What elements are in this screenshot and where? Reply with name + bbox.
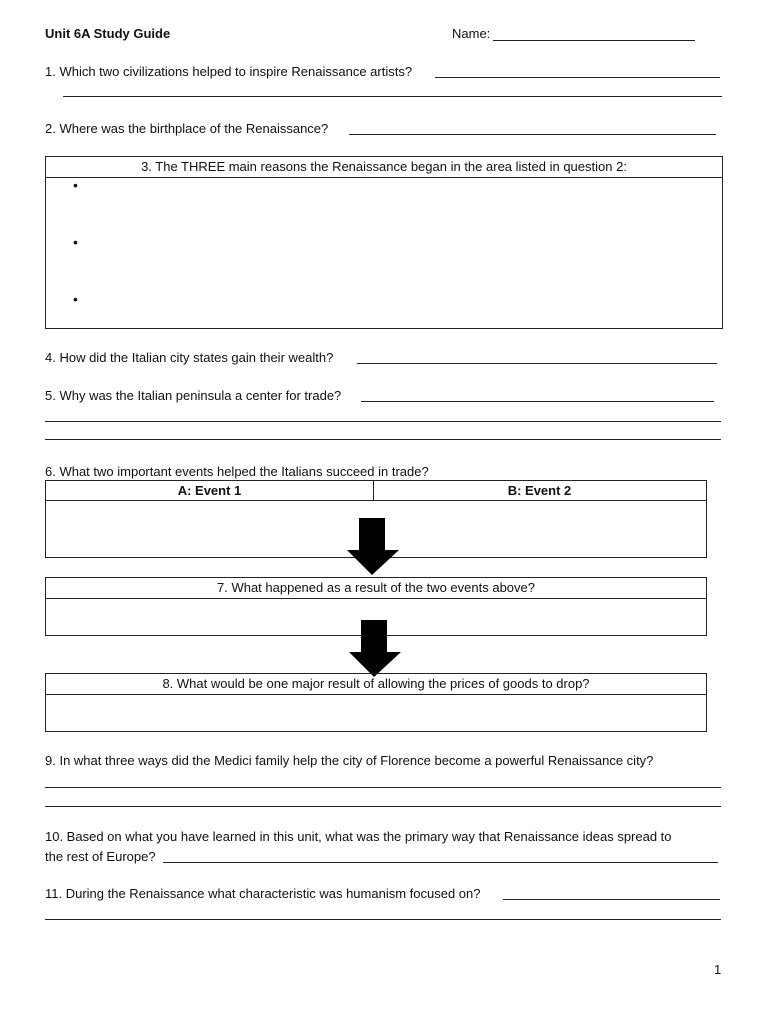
name-label: Name:: [452, 26, 491, 41]
question-11: 11. During the Renaissance what characteristic was humanism focused on?: [45, 886, 481, 901]
answer-line-11a[interactable]: [503, 899, 720, 900]
answer-line-11b[interactable]: [45, 919, 721, 920]
reasons-box: [45, 156, 723, 329]
page-number: 1: [714, 962, 722, 977]
bullet-2: •: [73, 234, 78, 250]
down-arrow-icon: [345, 518, 401, 576]
answer-line-4[interactable]: [357, 363, 717, 364]
page-title: Unit 6A Study Guide: [45, 26, 171, 41]
question-5: 5. Why was the Italian peninsula a center for trade?: [45, 388, 342, 403]
question-3: 3. The THREE main reasons the Renaissance began in the area listed in question 2:: [46, 157, 722, 178]
question-1: 1. Which two civilizations helped to inspire Renaissance artists?: [45, 64, 413, 79]
question-9: 9. In what three ways did the Medici family help the city of Florence become a powerful Renaissance city?: [45, 753, 654, 768]
event-2-header: B: Event 2: [507, 483, 572, 498]
question-10-line-2: the rest of Europe?: [45, 849, 156, 864]
question-7: 7. What happened as a result of the two events above?: [46, 578, 706, 599]
answer-line-2[interactable]: [349, 134, 716, 135]
question-2: 2. Where was the birthplace of the Renaissance?: [45, 121, 329, 136]
major-result-box: [45, 673, 707, 732]
answer-line-5c[interactable]: [45, 439, 721, 440]
name-field[interactable]: [493, 40, 695, 41]
answer-line-9a[interactable]: [45, 787, 721, 788]
bullet-1: •: [73, 177, 78, 193]
answer-line-9b[interactable]: [45, 806, 721, 807]
event-1-header: A: Event 1: [177, 483, 242, 498]
answer-line-1a[interactable]: [435, 77, 720, 78]
answer-line-1b[interactable]: [63, 96, 722, 97]
question-10-line-1: 10. Based on what you have learned in this unit, what was the primary way that Renaissance ideas spread to: [45, 829, 672, 844]
answer-line-5a[interactable]: [361, 401, 714, 402]
answer-line-5b[interactable]: [45, 421, 721, 422]
down-arrow-icon: [347, 620, 403, 678]
events-divider: [373, 481, 374, 501]
bullet-3: •: [73, 291, 78, 307]
question-6: 6. What two important events helped the Italians succeed in trade?: [45, 464, 429, 479]
question-8: 8. What would be one major result of allowing the prices of goods to drop?: [46, 674, 706, 695]
question-4: 4. How did the Italian city states gain their wealth?: [45, 350, 334, 365]
answer-line-10[interactable]: [163, 862, 718, 863]
